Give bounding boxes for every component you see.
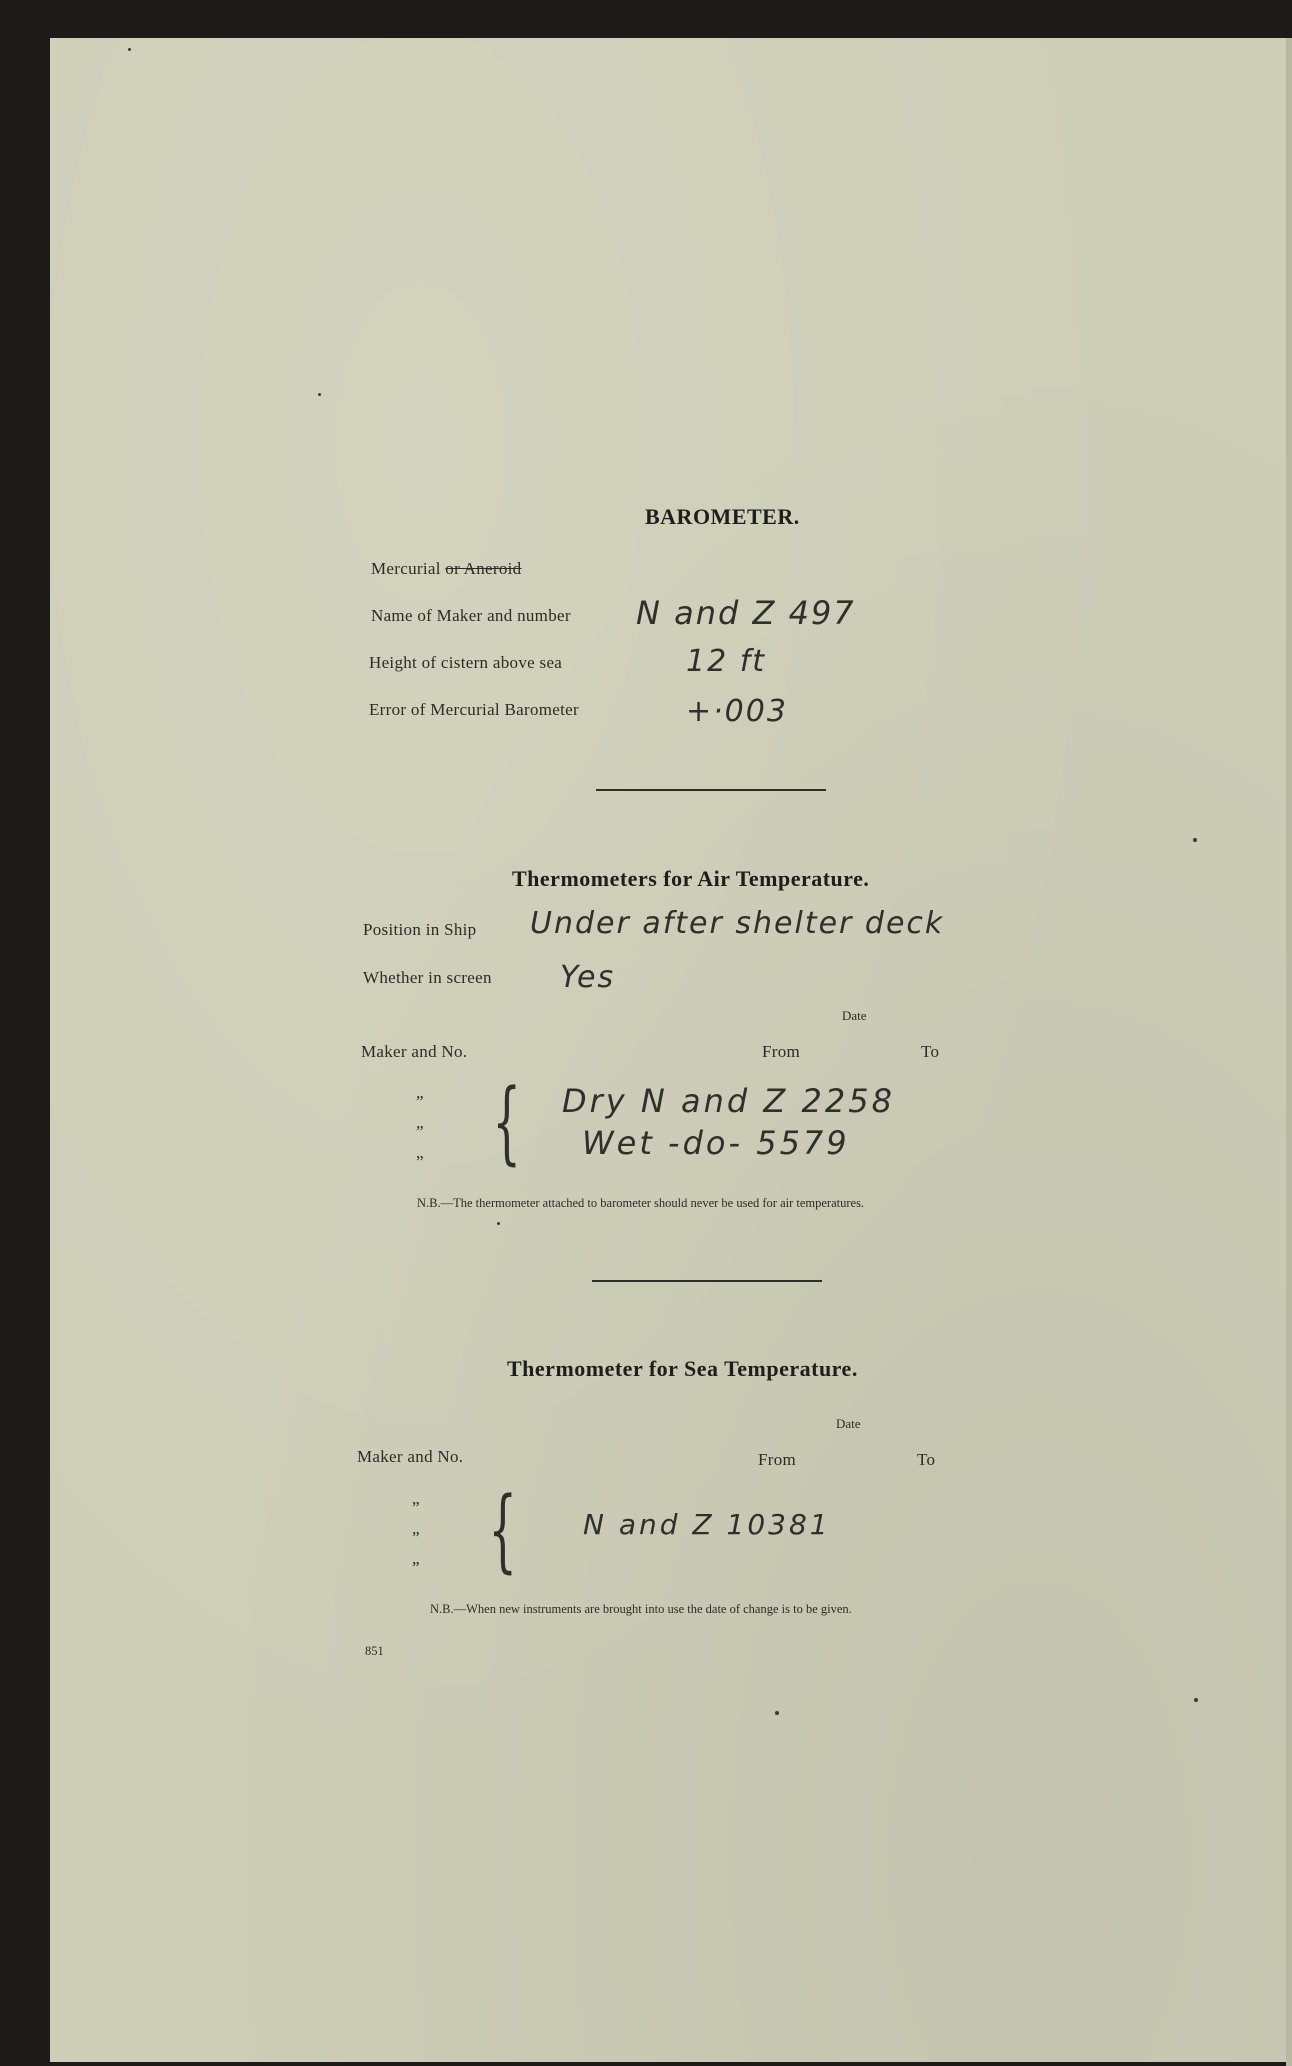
- air-to-label: To: [921, 1042, 940, 1061]
- paper-speck: [1193, 838, 1197, 842]
- page-edge: [1286, 38, 1292, 2066]
- barometer-cistern-label: Height of cistern above sea: [369, 653, 563, 672]
- air-entry-wet: Wet -do- 5579: [582, 1124, 850, 1162]
- air-screen-value: Yes: [560, 960, 616, 995]
- sea-thermometer-title: Thermometer for Sea Temperature.: [507, 1356, 858, 1381]
- document-page: [50, 38, 1286, 2062]
- form-number: 851: [365, 1644, 384, 1658]
- paper-speck: [318, 393, 321, 396]
- sea-entry: N and Z 10381: [583, 1508, 831, 1541]
- barometer-type-aneroid-struck: or Aneroid: [445, 559, 522, 578]
- air-from-label: From: [762, 1042, 801, 1061]
- barometer-type-mercurial: Mercurial: [371, 559, 441, 578]
- air-ditto-mark-3: ”: [416, 1152, 424, 1171]
- air-position-label: Position in Ship: [363, 920, 477, 939]
- air-ditto-mark-2: ”: [416, 1122, 424, 1141]
- air-maker-label: Maker and No.: [361, 1042, 468, 1061]
- air-entry-dry: Dry N and Z 2258: [562, 1082, 895, 1120]
- paper-speck: [497, 1222, 500, 1225]
- barometer-maker-label: Name of Maker and number: [371, 606, 571, 625]
- air-position-value: Under after shelter deck: [530, 906, 945, 941]
- air-screen-label: Whether in screen: [363, 968, 492, 987]
- air-note: N.B.—The thermometer attached to barometer should never be used for air temperatures.: [417, 1196, 865, 1210]
- sea-maker-label: Maker and No.: [357, 1447, 464, 1466]
- sea-bracket: {: [488, 1478, 517, 1583]
- sea-ditto-mark-2: ”: [412, 1528, 420, 1547]
- barometer-title: BAROMETER.: [645, 504, 800, 529]
- sea-ditto-mark-1: ”: [412, 1498, 420, 1517]
- barometer-error-value: +·003: [686, 694, 788, 729]
- section-divider: [596, 789, 826, 791]
- air-date-header: Date: [842, 1008, 867, 1023]
- paper-speck: [1194, 1698, 1198, 1702]
- barometer-type-label: [371, 559, 521, 579]
- barometer-maker-value: N and Z 497: [636, 594, 856, 632]
- sea-ditto-mark-3: ”: [412, 1558, 420, 1577]
- sea-from-label: From: [758, 1450, 797, 1469]
- paper-speck: [128, 48, 131, 51]
- air-ditto-mark-1: ”: [416, 1092, 424, 1111]
- air-bracket: {: [492, 1070, 521, 1175]
- section-divider: [592, 1280, 822, 1282]
- air-thermometers-title: Thermometers for Air Temperature.: [512, 866, 870, 891]
- paper-speck: [775, 1711, 779, 1715]
- sea-date-header: Date: [836, 1416, 861, 1431]
- barometer-error-label: Error of Mercurial Barometer: [369, 700, 579, 719]
- sea-to-label: To: [917, 1450, 936, 1469]
- barometer-cistern-value: 12 ft: [686, 644, 767, 679]
- sea-note: N.B.—When new instruments are brought into use the date of change is to be given.: [430, 1602, 852, 1616]
